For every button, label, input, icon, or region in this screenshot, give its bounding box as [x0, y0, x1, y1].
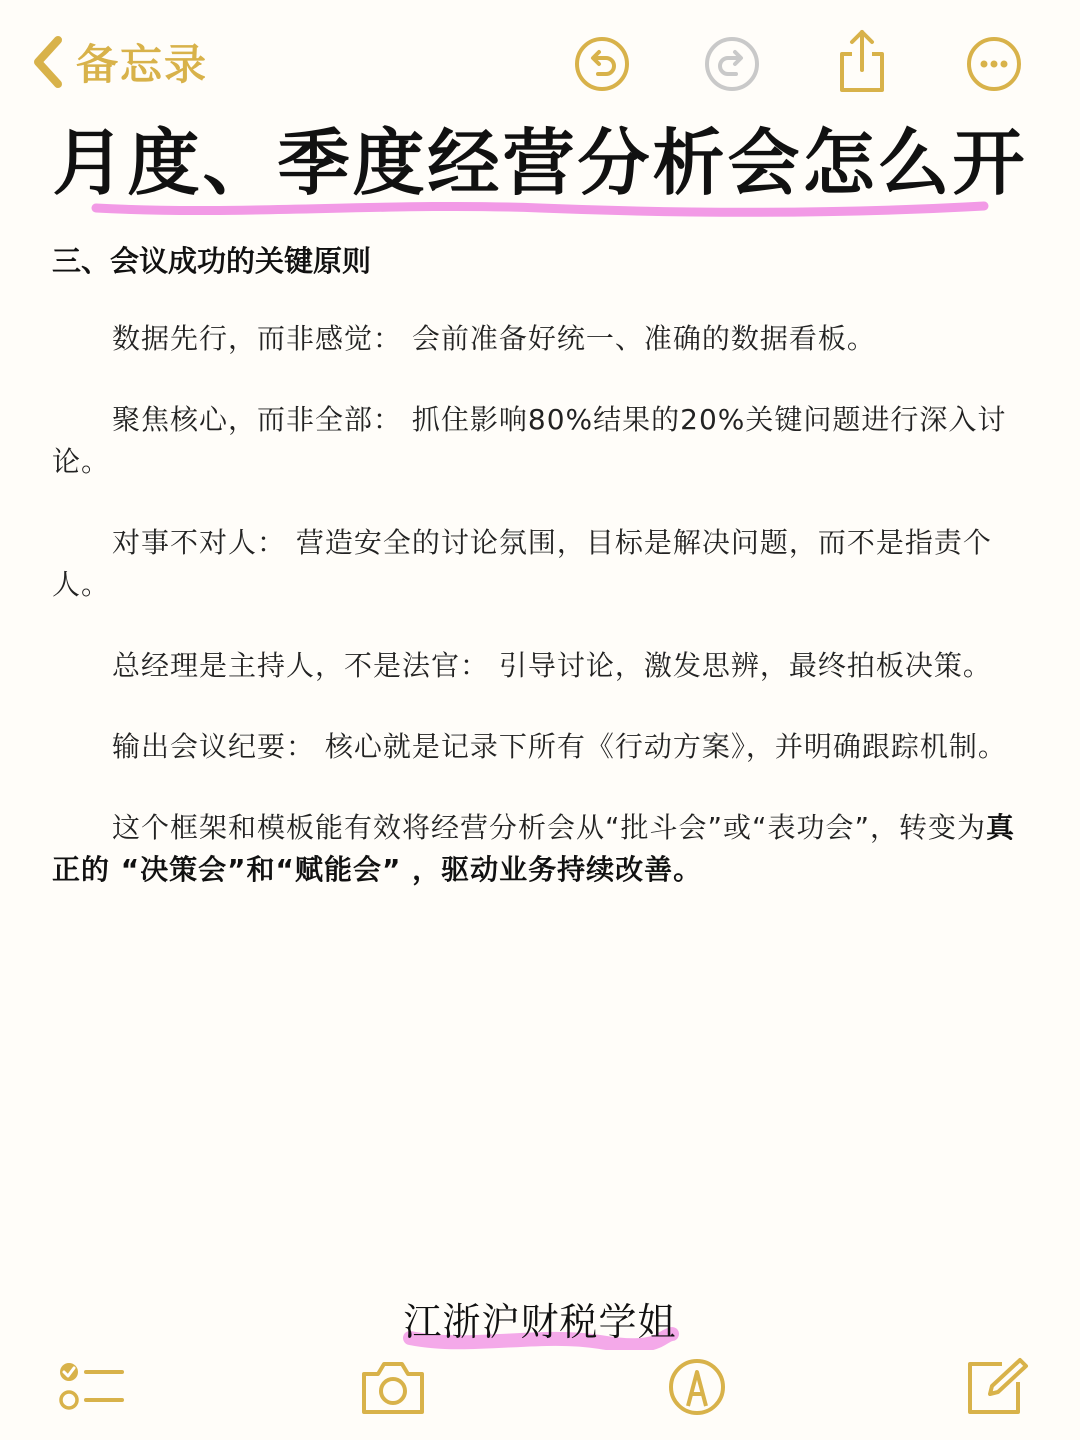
paragraph: 总经理是主持人，不是法官： 引导讨论，激发思辨，最终拍板决策。 — [112, 649, 992, 682]
share-icon — [834, 28, 890, 94]
checklist-button[interactable] — [56, 1356, 126, 1418]
share-button[interactable] — [834, 28, 890, 94]
paragraph: 输出会议纪要： 核心就是记录下所有《行动方案》，并明确跟踪机制。 — [112, 730, 1007, 763]
undo-button[interactable] — [574, 36, 630, 92]
note-body[interactable] — [52, 236, 1022, 930]
section-heading: 三、会议成功的关键原则 — [52, 244, 372, 278]
paragraph: 对事不对人： 营造安全的讨论氛围，目标是解决问题，而不是指责个人。 — [52, 526, 992, 601]
back-label: 备忘录 — [76, 40, 209, 89]
author-block — [0, 1294, 1080, 1354]
chevron-left-icon — [30, 34, 66, 90]
author-name: 江浙沪财税学姐 — [403, 1300, 677, 1344]
redo-icon — [704, 36, 760, 92]
compose-button[interactable] — [962, 1356, 1032, 1418]
markup-button[interactable] — [662, 1356, 732, 1418]
redo-button[interactable] — [704, 36, 760, 92]
back-button[interactable] — [30, 32, 208, 92]
camera-icon — [358, 1356, 428, 1418]
markup-pen-icon — [662, 1356, 732, 1418]
undo-icon — [574, 36, 630, 92]
conclusion-paragraph — [52, 807, 1022, 891]
paragraph: 聚焦核心，而非全部： 抓住影响80%结果的20%关键问题进行深入讨论。 — [52, 403, 1007, 478]
more-icon — [966, 36, 1022, 92]
checklist-icon — [56, 1356, 126, 1418]
paragraph: 数据先行，而非感觉： 会前准备好统一、准确的数据看板。 — [112, 322, 876, 355]
note-title: 月度、季度经营分析会怎么开 — [52, 121, 1028, 205]
conclusion-text: 这个框架和模板能有效将经营分析会从“批斗会”或“表功会”，转变为 — [112, 811, 987, 844]
compose-icon — [962, 1356, 1032, 1418]
more-button[interactable] — [966, 36, 1022, 92]
camera-button[interactable] — [358, 1356, 428, 1418]
top-toolbar — [0, 0, 1080, 120]
conclusion-bold-text: 真正的 “决策会”和“赋能会” ，驱动业务持续改善。 — [52, 811, 1016, 886]
